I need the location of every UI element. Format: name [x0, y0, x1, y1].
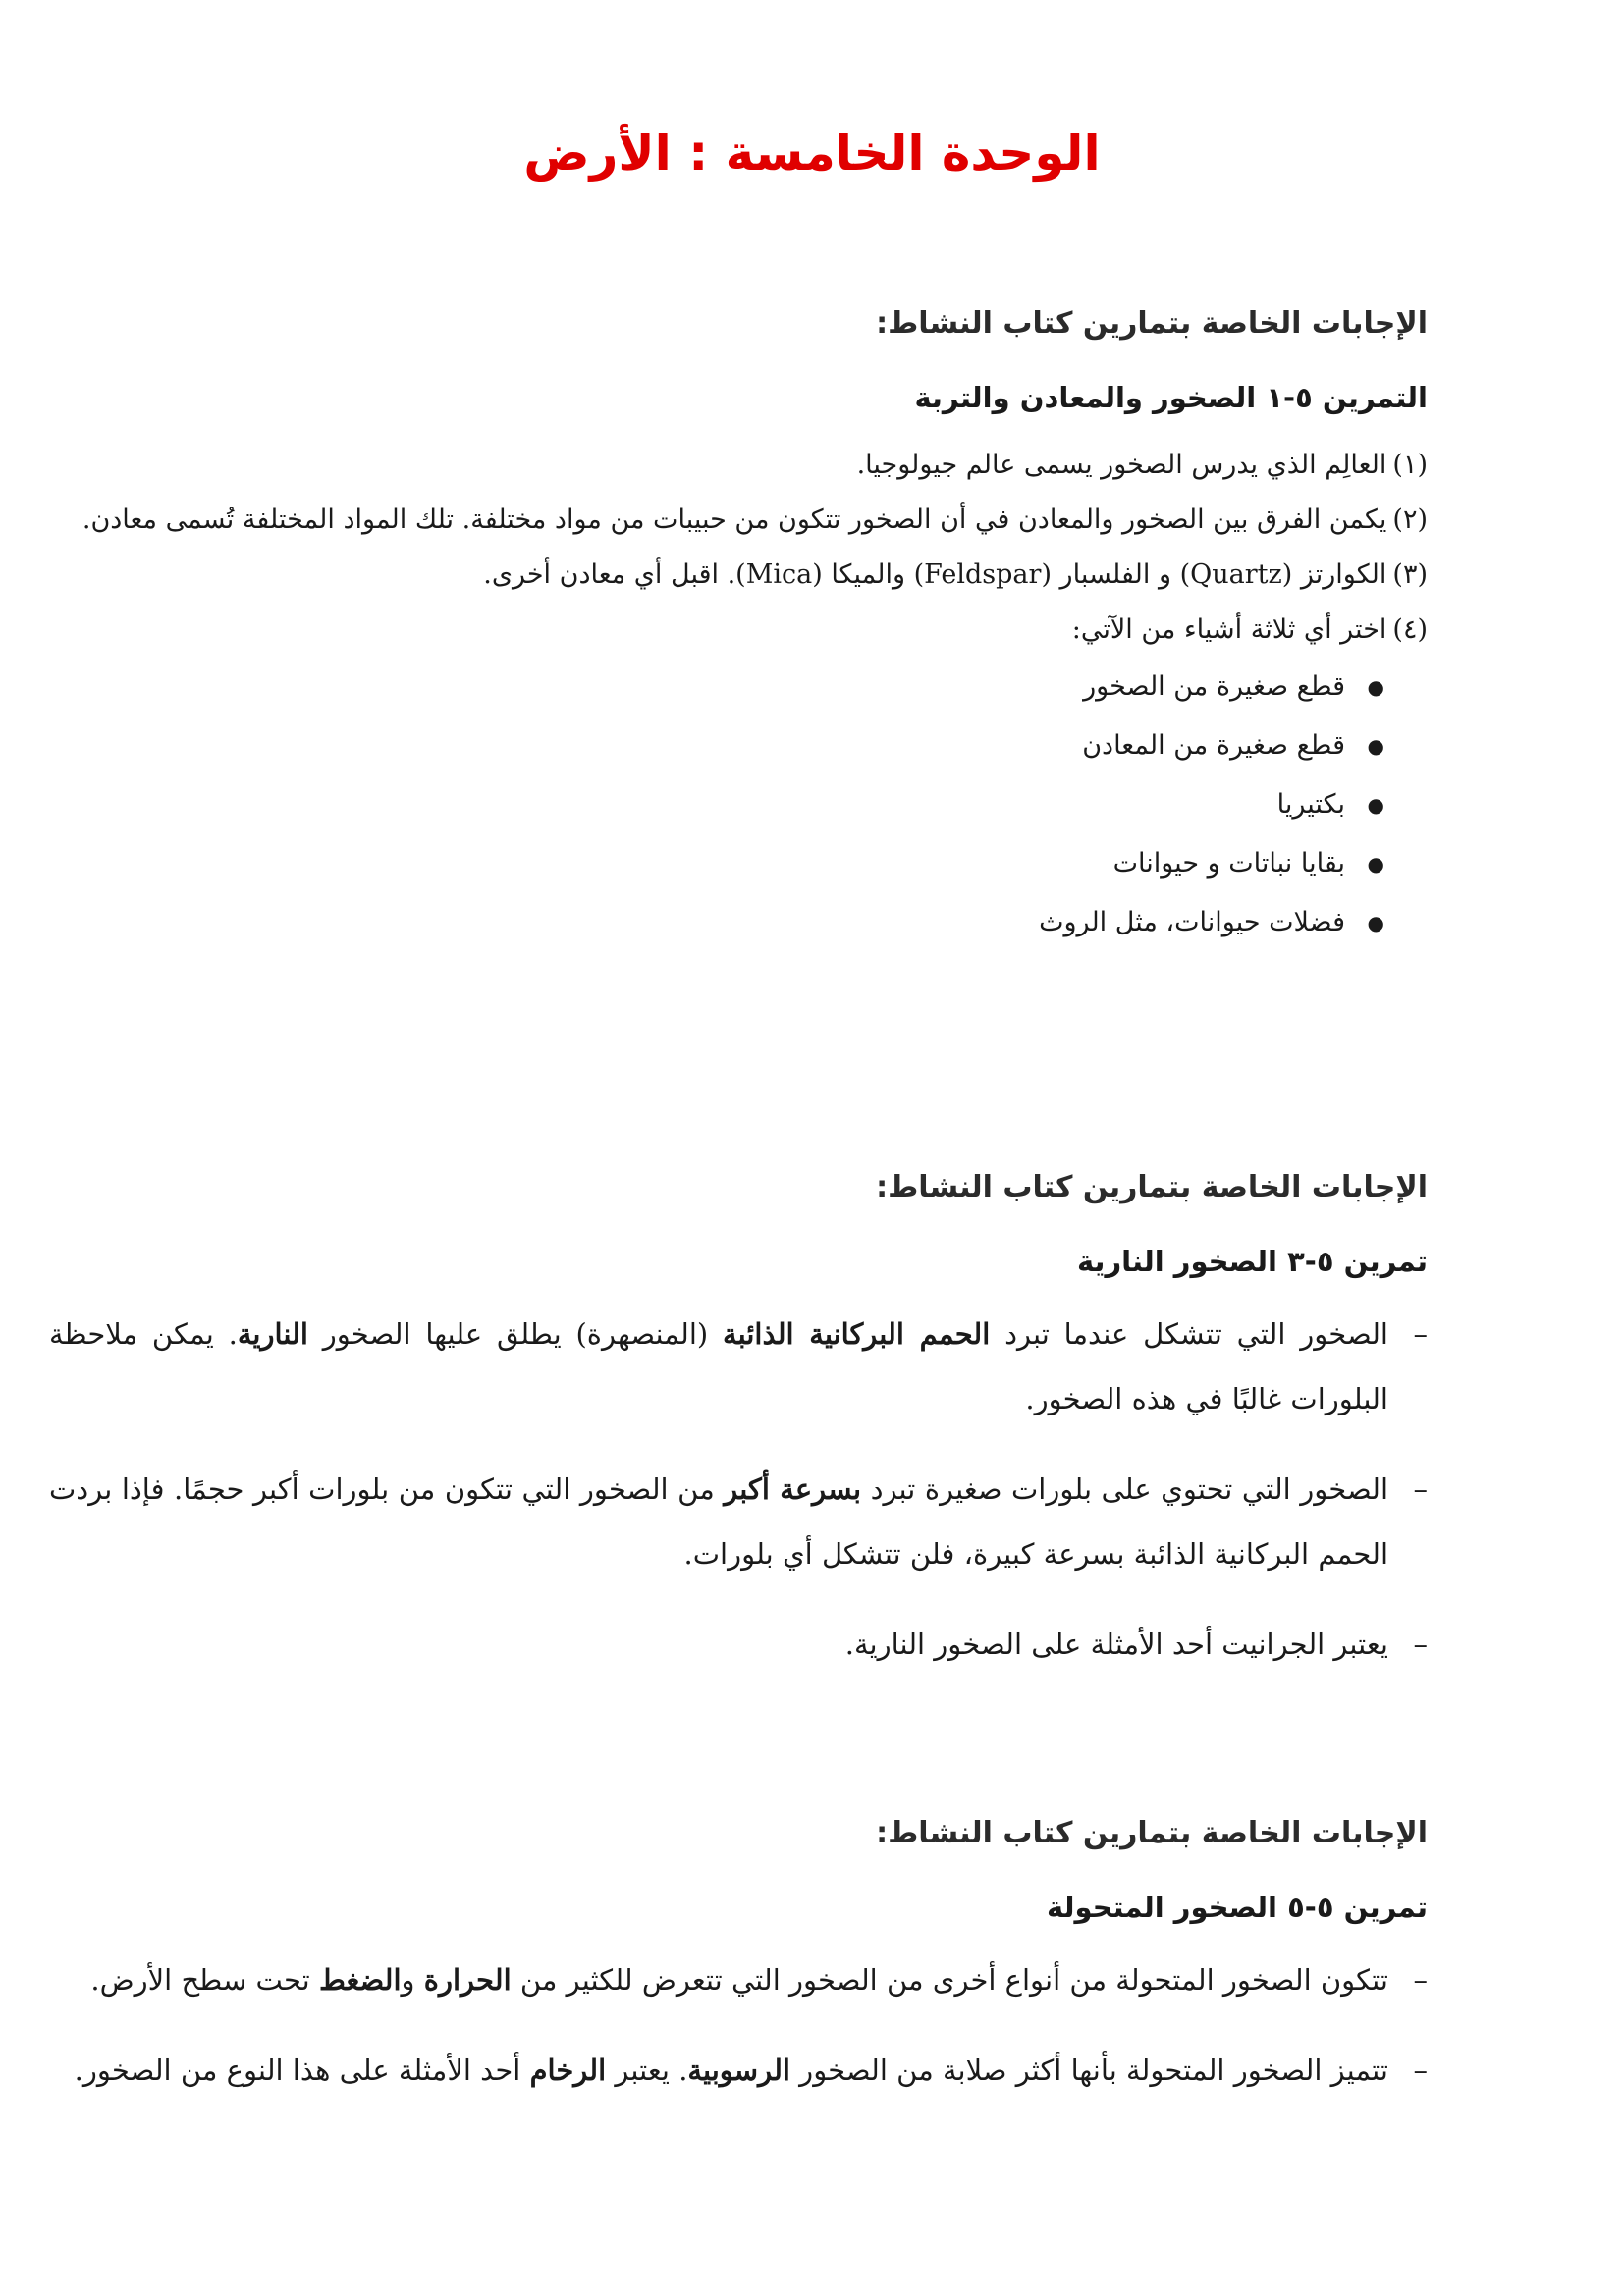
dash-marker: –	[1413, 1317, 1428, 1351]
exercise-title: التمرين ٥-١ الصخور والمعادن والتربة	[914, 381, 1428, 414]
answer-number: (٤)	[1392, 614, 1428, 645]
bullet-icon: ●	[1367, 734, 1384, 758]
bullet-icon: ●	[1367, 675, 1384, 699]
list-item: ● بقايا نباتات و حيوانات	[49, 834, 1384, 893]
exercise-title: تمرين ٥-٣ الصخور النارية	[1076, 1245, 1428, 1278]
bullet-icon: ●	[1367, 911, 1384, 934]
list-item: ● قطع صغيرة من الصخور	[49, 658, 1384, 717]
answer-item	[49, 603, 1428, 658]
answer-number: (٢)	[1392, 505, 1428, 535]
answer-text: الكوارتز (Quartz) و الفلسبار (Feldspar) والميكا (Mica). اقبل أي معادن أخرى.	[483, 560, 1387, 590]
unit-title: الوحدة الخامسة : الأرض	[523, 125, 1101, 182]
section-igneous-rocks	[49, 1158, 1428, 1702]
answer-paragraph: – يعتبر الجرانيت أحد الأمثلة على الصخور النارية.	[49, 1612, 1428, 1677]
dash-marker: –	[1413, 2054, 1428, 2087]
answer-paragraph: – الصخور التي تحتوي على بلورات صغيرة تبرد بسرعة أكبر من الصخور التي تتكون من بلورات أكبر حجمًا. فإذا بردت الحمم البركانية الذائبة بسرعة كبيرة، فلن تتشكل أي بلورات.	[49, 1457, 1428, 1586]
answer-text: العالِم الذي يدرس الصخور يسمى عالم جيولوجيا.	[856, 450, 1387, 480]
answer-text: يكمن الفرق بين الصخور والمعادن في أن الصخور تتكون من حبيبات من مواد مختلفة. تلك المواد المختلفة تُسمى معادن.	[81, 505, 1387, 535]
answer-item	[49, 493, 1428, 548]
dash-marker: –	[1413, 1628, 1428, 1661]
section-heading: الإجابات الخاصة بتمارين كتاب النشاط:	[876, 1170, 1428, 1204]
answer-text: اختر أي ثلاثة أشياء من الآتي:	[1071, 614, 1387, 645]
list-item: ● قطع صغيرة من المعادن	[49, 717, 1384, 775]
answer-list	[49, 438, 1428, 658]
answer-list	[49, 1302, 1428, 1677]
bullet-icon: ●	[1367, 793, 1384, 817]
list-item: ● بكتيريا	[49, 775, 1384, 834]
bullet-icon: ●	[1367, 852, 1384, 876]
answer-number: (١)	[1392, 450, 1428, 480]
section-metamorphic-rocks	[49, 1804, 1428, 2128]
answer-item	[49, 548, 1428, 603]
section-rocks-minerals-soil	[49, 294, 1428, 952]
list-item: ● فضلات حيوانات، مثل الروث	[49, 893, 1384, 952]
section-heading: الإجابات الخاصة بتمارين كتاب النشاط:	[876, 306, 1428, 341]
answer-paragraph: – تتكون الصخور المتحولة من أنواع أخرى من الصخور التي تتعرض للكثير من الحرارة والضغط تحت سطح الأرض.	[49, 1948, 1428, 2012]
dash-marker: –	[1413, 1963, 1428, 1997]
answer-number: (٣)	[1392, 560, 1428, 590]
answer-item	[49, 438, 1428, 493]
answer-list	[49, 1948, 1428, 2103]
exercise-title: تمرين ٥-٥ الصخور المتحولة	[1047, 1891, 1428, 1924]
soil-components-list	[49, 658, 1428, 952]
dash-marker: –	[1413, 1472, 1428, 1506]
section-heading: الإجابات الخاصة بتمارين كتاب النشاط:	[876, 1816, 1428, 1850]
answer-paragraph: – الصخور التي تتشكل عندما تبرد الحمم البركانية الذائبة (المنصهرة) يطلق عليها الصخور النارية. يمكن ملاحظة البلورات غالبًا في هذه الصخور.	[49, 1302, 1428, 1431]
answer-paragraph: – تتميز الصخور المتحولة بأنها أكثر صلابة من الصخور الرسوبية. يعتبر الرخام أحد الأمثلة على هذا النوع من الصخور.	[49, 2038, 1428, 2103]
